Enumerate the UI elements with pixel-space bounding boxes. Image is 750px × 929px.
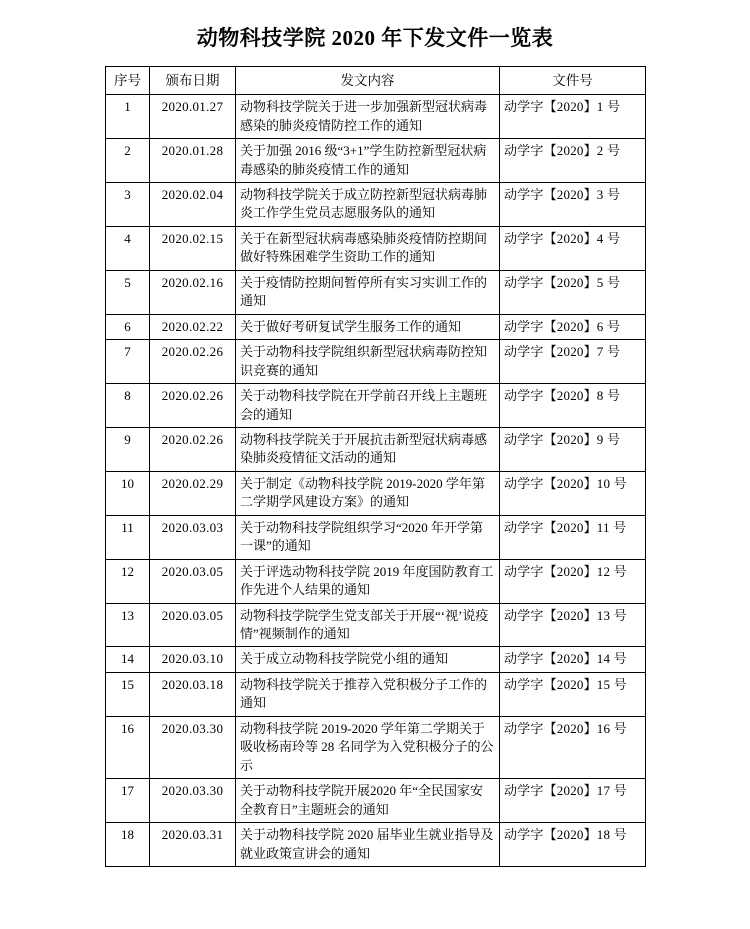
- cell-docno: 动学字【2020】9 号: [500, 427, 646, 471]
- cell-content: 动物科技学院 2019-2020 学年第二学期关于吸收杨南玲等 28 名同学为入党积极分子的公示: [236, 716, 500, 778]
- table-body: [106, 95, 646, 867]
- table-header-row: [106, 67, 646, 95]
- cell-date: 2020.03.30: [150, 779, 236, 823]
- cell-docno: 动学字【2020】5 号: [500, 270, 646, 314]
- table-row: [106, 823, 646, 867]
- cell-index: 6: [106, 314, 150, 339]
- cell-content: 关于动物科技学院开展2020 年“全民国家安全教育日”主题班会的通知: [236, 779, 500, 823]
- cell-index: 3: [106, 182, 150, 226]
- table-row: [106, 515, 646, 559]
- cell-date: 2020.03.03: [150, 515, 236, 559]
- table-row: [106, 647, 646, 672]
- table-row: [106, 427, 646, 471]
- cell-date: 2020.03.05: [150, 559, 236, 603]
- cell-docno: 动学字【2020】2 号: [500, 139, 646, 183]
- cell-content: 动物科技学院关于推荐入党积极分子工作的通知: [236, 672, 500, 716]
- cell-docno: 动学字【2020】10 号: [500, 471, 646, 515]
- cell-index: 5: [106, 270, 150, 314]
- cell-content: 关于做好考研复试学生服务工作的通知: [236, 314, 500, 339]
- cell-docno: 动学字【2020】14 号: [500, 647, 646, 672]
- cell-docno: 动学字【2020】13 号: [500, 603, 646, 647]
- cell-index: 8: [106, 384, 150, 428]
- table-row: [106, 779, 646, 823]
- cell-content: 关于疫情防控期间暂停所有实习实训工作的通知: [236, 270, 500, 314]
- table-row: [106, 559, 646, 603]
- cell-date: 2020.02.26: [150, 427, 236, 471]
- cell-date: 2020.03.31: [150, 823, 236, 867]
- cell-date: 2020.03.18: [150, 672, 236, 716]
- table-row: [106, 672, 646, 716]
- table-header: [106, 67, 646, 95]
- cell-index: 14: [106, 647, 150, 672]
- table-row: [106, 95, 646, 139]
- cell-content: 关于动物科技学院 2020 届毕业生就业指导及就业政策宣讲会的通知: [236, 823, 500, 867]
- cell-docno: 动学字【2020】12 号: [500, 559, 646, 603]
- cell-index: 1: [106, 95, 150, 139]
- cell-docno: 动学字【2020】11 号: [500, 515, 646, 559]
- cell-docno: 动学字【2020】16 号: [500, 716, 646, 778]
- cell-index: 15: [106, 672, 150, 716]
- table-row: [106, 471, 646, 515]
- documents-table: [105, 66, 646, 867]
- cell-index: 7: [106, 340, 150, 384]
- cell-content: 关于评选动物科技学院 2019 年度国防教育工作先进个人结果的通知: [236, 559, 500, 603]
- cell-docno: 动学字【2020】6 号: [500, 314, 646, 339]
- cell-index: 11: [106, 515, 150, 559]
- table-row: [106, 603, 646, 647]
- table-row: [106, 270, 646, 314]
- cell-index: 13: [106, 603, 150, 647]
- cell-index: 17: [106, 779, 150, 823]
- cell-content: 关于动物科技学院在开学前召开线上主题班会的通知: [236, 384, 500, 428]
- cell-date: 2020.02.22: [150, 314, 236, 339]
- cell-content: 关于制定《动物科技学院 2019-2020 学年第二学期学风建设方案》的通知: [236, 471, 500, 515]
- table-row: [106, 716, 646, 778]
- cell-date: 2020.02.15: [150, 226, 236, 270]
- column-header-docno: 文件号: [500, 67, 646, 95]
- cell-date: 2020.01.27: [150, 95, 236, 139]
- table-row: [106, 314, 646, 339]
- cell-date: 2020.02.26: [150, 340, 236, 384]
- cell-index: 16: [106, 716, 150, 778]
- table-container: [0, 66, 750, 867]
- cell-date: 2020.02.26: [150, 384, 236, 428]
- cell-content: 动物科技学院关于进一步加强新型冠状病毒感染的肺炎疫情防控工作的通知: [236, 95, 500, 139]
- cell-docno: 动学字【2020】17 号: [500, 779, 646, 823]
- cell-index: 9: [106, 427, 150, 471]
- cell-date: 2020.02.29: [150, 471, 236, 515]
- table-row: [106, 226, 646, 270]
- column-header-index: 序号: [106, 67, 150, 95]
- table-row: [106, 139, 646, 183]
- cell-content: 动物科技学院学生党支部关于开展“‘视’说疫情”视频制作的通知: [236, 603, 500, 647]
- page-title: 动物科技学院 2020 年下发文件一览表: [196, 26, 554, 50]
- cell-content: 关于动物科技学院组织学习“2020 年开学第一课”的通知: [236, 515, 500, 559]
- table-row: [106, 340, 646, 384]
- cell-docno: 动学字【2020】8 号: [500, 384, 646, 428]
- cell-date: 2020.03.05: [150, 603, 236, 647]
- cell-content: 动物科技学院关于开展抗击新型冠状病毒感染肺炎疫情征文活动的通知: [236, 427, 500, 471]
- cell-docno: 动学字【2020】7 号: [500, 340, 646, 384]
- cell-docno: 动学字【2020】15 号: [500, 672, 646, 716]
- cell-index: 10: [106, 471, 150, 515]
- cell-index: 18: [106, 823, 150, 867]
- cell-date: 2020.02.16: [150, 270, 236, 314]
- column-header-content: 发文内容: [236, 67, 500, 95]
- cell-date: 2020.02.04: [150, 182, 236, 226]
- cell-docno: 动学字【2020】1 号: [500, 95, 646, 139]
- cell-docno: 动学字【2020】3 号: [500, 182, 646, 226]
- cell-content: 关于动物科技学院组织新型冠状病毒防控知识竞赛的通知: [236, 340, 500, 384]
- table-row: [106, 384, 646, 428]
- column-header-date: 颁布日期: [150, 67, 236, 95]
- cell-content: 关于加强 2016 级“3+1”学生防控新型冠状病毒感染的肺炎疫情工作的通知: [236, 139, 500, 183]
- cell-index: 12: [106, 559, 150, 603]
- cell-content: 动物科技学院关于成立防控新型冠状病毒肺炎工作学生党员志愿服务队的通知: [236, 182, 500, 226]
- cell-date: 2020.03.30: [150, 716, 236, 778]
- cell-docno: 动学字【2020】4 号: [500, 226, 646, 270]
- table-row: [106, 182, 646, 226]
- cell-index: 2: [106, 139, 150, 183]
- cell-date: 2020.03.10: [150, 647, 236, 672]
- cell-index: 4: [106, 226, 150, 270]
- cell-date: 2020.01.28: [150, 139, 236, 183]
- cell-docno: 动学字【2020】18 号: [500, 823, 646, 867]
- cell-content: 关于在新型冠状病毒感染肺炎疫情防控期间做好特殊困难学生资助工作的通知: [236, 226, 500, 270]
- cell-content: 关于成立动物科技学院党小组的通知: [236, 647, 500, 672]
